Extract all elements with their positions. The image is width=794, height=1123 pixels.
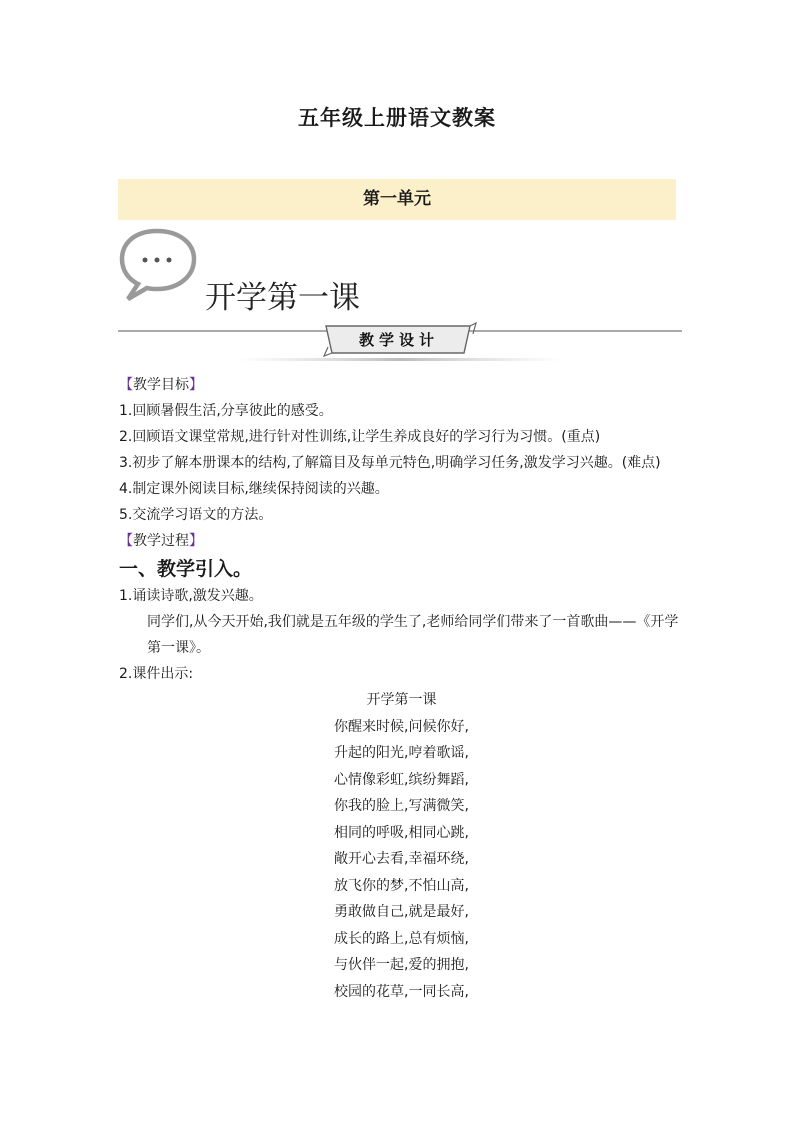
poem-line: 升起的阳光,哼着歌谣, [334, 745, 469, 761]
poem-line: 校园的花草,一同长高, [334, 983, 469, 1000]
poem-line: 与伙伴一起,爱的拥抱, [334, 957, 469, 973]
poem-line: 成长的路上,总有烦恼, [334, 930, 469, 947]
lesson-title: 开学第一课 [205, 280, 360, 316]
objective-item: 5.交流学习语文的方法。 [119, 507, 273, 523]
speech-bubble-icon [117, 228, 201, 302]
poem [119, 687, 684, 1005]
poem-line: 放飞你的梦,不怕山高, [334, 877, 469, 894]
body-paragraph: 同学们,从今天开始,我们就是五年级的学生了,老师给同学们带来了一首歌曲——《开学第一课》。 [147, 614, 679, 656]
poem-line: 心情像彩虹,缤纷舞蹈, [334, 771, 469, 788]
section-heading: 一、教学引入。 [119, 558, 253, 580]
process-heading: 【教学过程】 [119, 533, 203, 549]
objective-item: 4.制定课外阅读目标,继续保持阅读的兴趣。 [119, 481, 389, 497]
poem-line: 你我的脸上,写满微笑, [334, 798, 469, 814]
step-item: 2.课件出示: [119, 666, 194, 682]
objective-item: 2.回顾语文课堂常规,进行针对性训练,让学生养成良好的学习行为习惯。(重点) [119, 429, 601, 445]
objective-item: 3.初步了解本册课本的结构,了解篇目及每单元特色,明确学习任务,激发学习兴趣。(难点) [119, 455, 661, 471]
poem-title: 开学第一课 [366, 692, 437, 708]
poem-line: 相同的呼吸,相同心跳, [334, 824, 469, 841]
poem-line: 你醒来时候,问候你好, [334, 718, 469, 735]
design-label: 教学设计 [358, 331, 439, 349]
document-title: 五年级上册语文教案 [298, 106, 496, 130]
poem-line: 勇敢做自己,就是最好, [334, 904, 469, 920]
objectives-heading: 【教学目标】 [119, 377, 203, 393]
poem-line: 敞开心去看,幸福环绕, [334, 851, 469, 867]
unit-banner: 第一单元 [118, 179, 676, 220]
objective-item: 1.回顾暑假生活,分享彼此的感受。 [119, 403, 333, 419]
step-item: 1.诵读诗歌,激发兴趣。 [119, 588, 263, 604]
lesson-content [119, 372, 684, 1005]
